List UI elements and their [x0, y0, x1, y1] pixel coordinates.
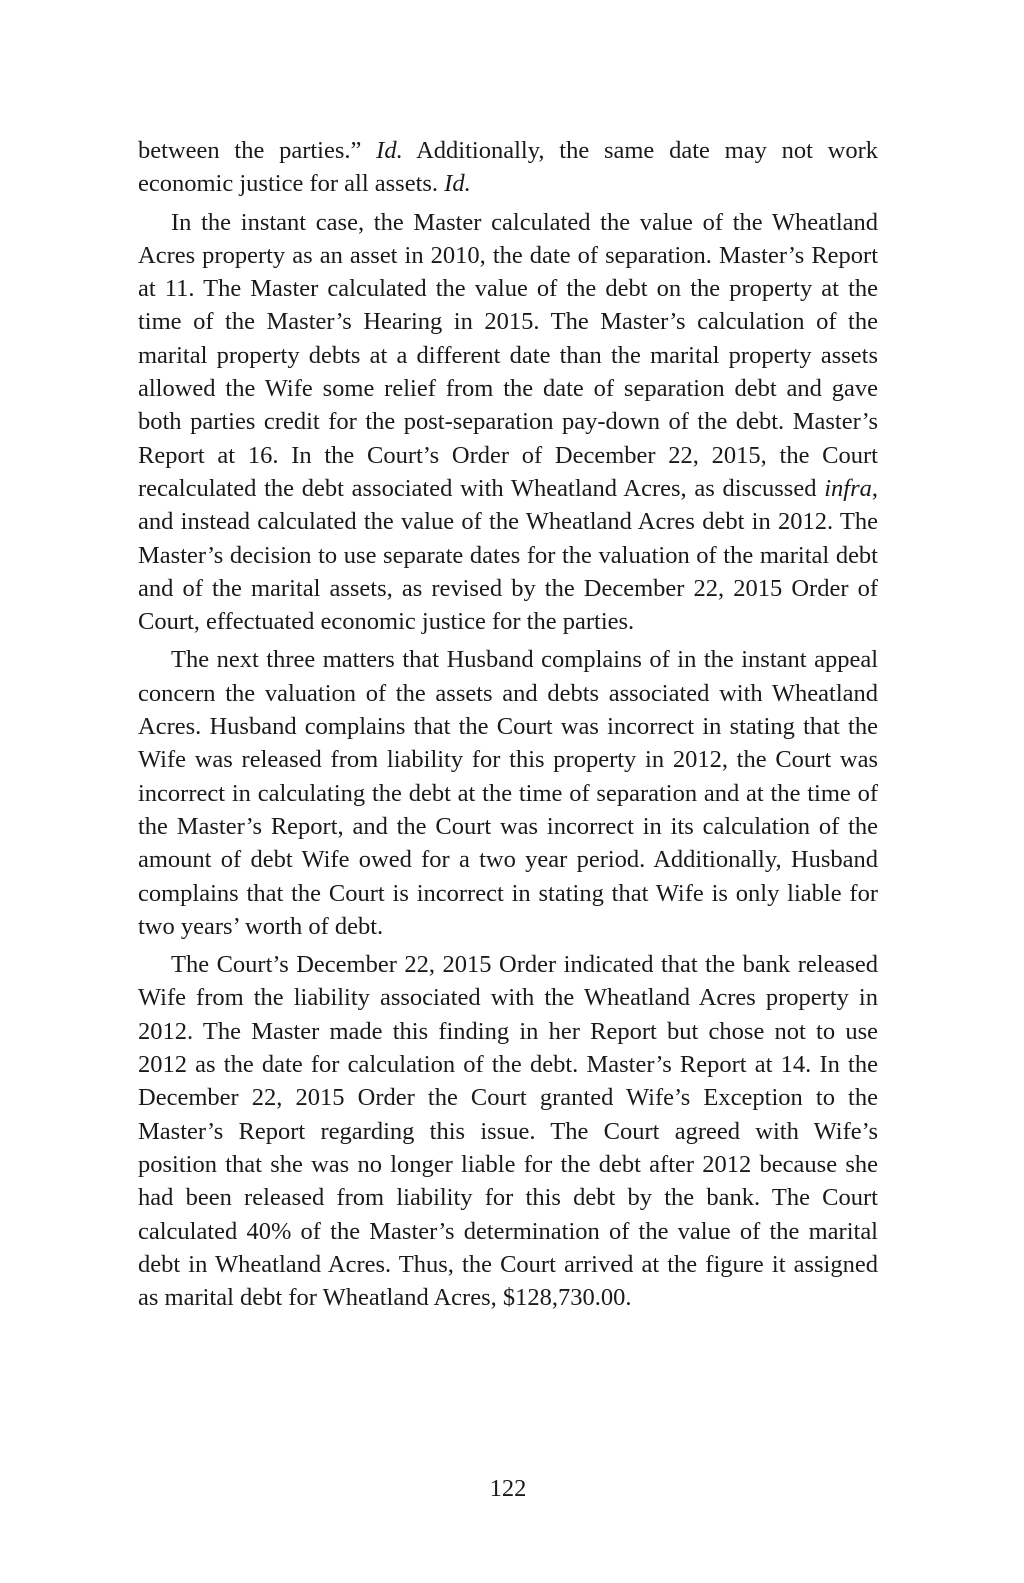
text-run: between the parties.” — [138, 137, 377, 164]
italic-citation: Id. — [444, 170, 471, 198]
italic-citation: infra — [824, 474, 872, 502]
text-run: , and instead calculated the value of the Wheatland Acres debt in 2012. The Master’s decision to use separate dates for the valuation of the marital debt and of the marital assets, as revised by the December 22, 2015 Order of Court, effectuated economic justice for the parties. — [138, 474, 878, 636]
paragraph-4 — [138, 948, 878, 1314]
italic-citation: Id. — [376, 137, 403, 164]
text-run: Additionally, the same date may not work economic justice for all assets. — [138, 137, 879, 198]
paragraph-1 — [138, 134, 878, 201]
text-run: The next three matters that Husband complains of in the instant appeal concern the valuation of the assets and debts associated with Wheatland Acres. Husband complains that the Court was incorrect in stating that the Wife was released from liability for this property in 2012, the Court was incorrect in calculating the debt at the time of separation and at the time of the Master’s Report, and the Court was incorrect in its calculation of the amount of debt Wife owed for a two year period. Additionally, Husband complains that the Court is incorrect in stating that Wife is only liable for two years’ worth of debt. — [138, 646, 878, 940]
paragraph-3 — [138, 643, 878, 943]
paragraph-2 — [138, 206, 878, 639]
text-run: The Court’s December 22, 2015 Order indicated that the bank released Wife from the liability associated with the Wheatland Acres property in 2012. The Master made this finding in her Report but chose not to use 2012 as the date for calculation of the debt. Master’s Report at 14. In the December 22, 2015 Order the Court granted Wife’s Exception to the Master’s Report regarding this issue. The Court agreed with Wife’s position that she was no longer liable for the debt after 2012 because she had been released from liability for this debt by the bank. The Court calculated 40% of the Master’s determination of the value of the marital debt in Wheatland Acres. Thus, the Court arrived at the figure it assigned as marital debt for Wheatland Acres, $128,730.00. — [138, 951, 878, 1312]
document-body — [138, 134, 878, 1319]
text-run: In the instant case, the Master calculated the value of the Wheatland Acres property as an asset in 2010, the date of separation. Master’s Report at 11. The Master calculated the value of the debt on the property at the time of the Master’s Hearing in 2015. The Master’s calculation of the marital property debts at a different date than the marital property assets allowed the Wife some relief from the date of separation debt and gave both parties credit for the post-separation pay-down of the debt. Master’s Report at 16. In the Court’s Order of December 22, 2015, the Court recalculated the debt associated with Wheatland Acres, as discussed — [138, 208, 878, 502]
page-number: 122 — [489, 1475, 527, 1502]
